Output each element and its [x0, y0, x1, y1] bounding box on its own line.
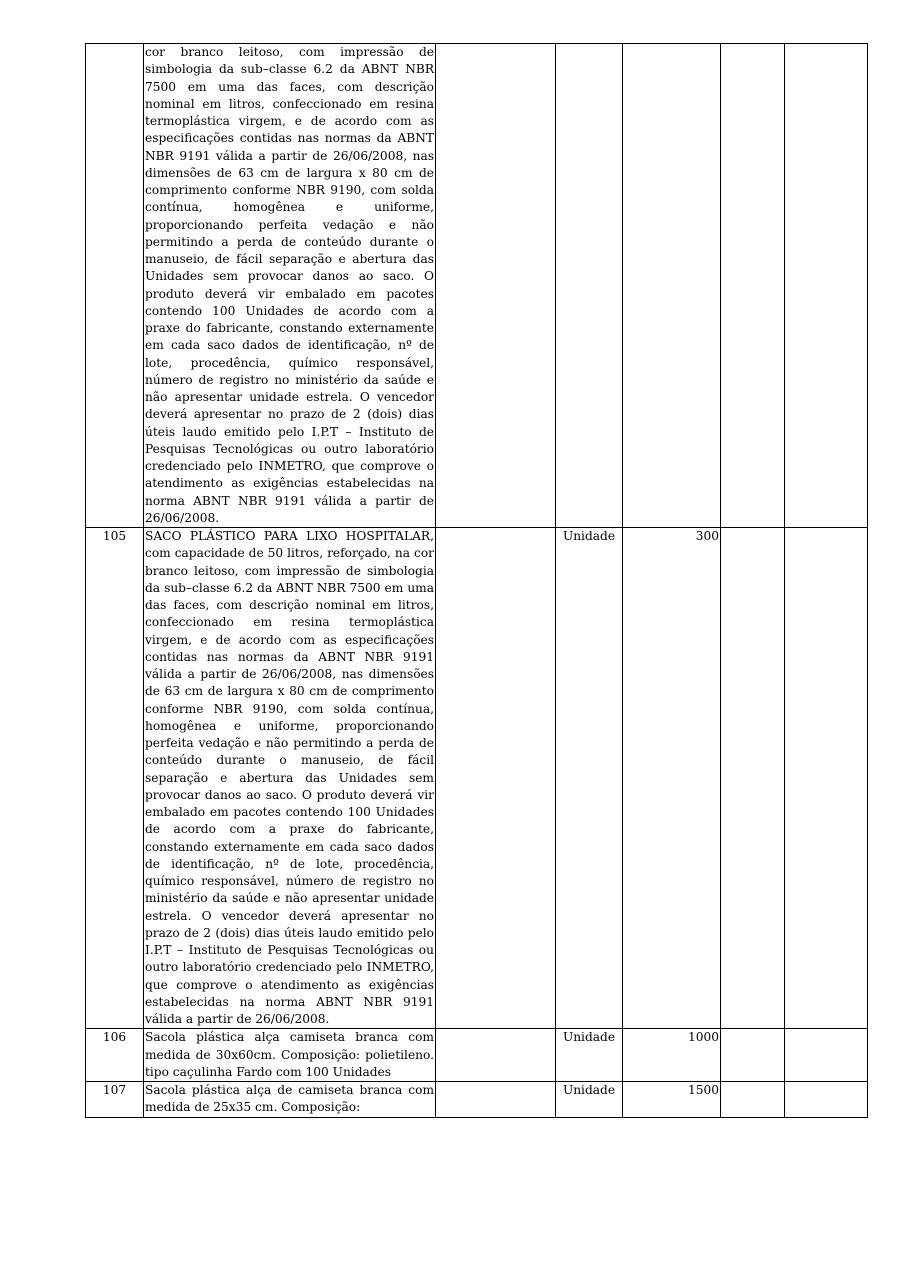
item-quantity-cell: 300 [623, 528, 721, 1029]
unit-price-cell [721, 1082, 785, 1118]
unit-price-cell [721, 528, 785, 1029]
item-unit-cell: Unidade [556, 528, 623, 1029]
total-price-cell [785, 1029, 868, 1082]
unit-price-cell [721, 44, 785, 528]
total-price-cell [785, 44, 868, 528]
item-quantity-cell: 1500 [623, 1082, 721, 1118]
item-description-cell [144, 1082, 436, 1118]
item-description: Sacola plástica alça de camiseta branca com medida de 25x35 cm. Composição: [145, 1083, 434, 1115]
item-unit-cell: Unidade [556, 1082, 623, 1118]
total-price-cell [785, 1082, 868, 1118]
item-description: Sacola plástica alça camiseta branca com medida de 30x60cm. Composição: polietileno. tipo caçulinha Fardo com 100 Unidades [145, 1030, 434, 1079]
item-number-cell [86, 44, 144, 528]
total-price-cell [785, 528, 868, 1029]
item-quantity-cell [623, 44, 721, 528]
blank-cell [436, 1082, 556, 1118]
item-description: SACO PLÁSTICO PARA LIXO HOSPITALAR, com capacidade de 50 litros, reforçado, na cor branco leitoso, com impressão de simbologia da sub–classe 6.2 da ABNT NBR 7500 em uma das faces, com descrição nominal em litros, confeccionado em resina termoplástica virgem, e de acordo com as especificações contidas nas normas da ABNT NBR 9191 válida a partir de 26/06/2008, nas dimensões de 63 cm de largura x 80 cm de comprimento conforme NBR 9190, com solda contínua, homogênea e uniforme, proporcionando perfeita vedação e não permitindo a perda de conteúdo durante o manuseio, de fácil separação e abertura das Unidades sem provocar danos ao saco. O produto deverá vir embalado em pacotes contendo 100 Unidades de acordo com a praxe do fabricante, constando externamente em cada saco dados de identificação, nº de lote, procedência, químico responsável, número de registro no ministério da saúde e não apresentar unidade estrela. O vencedor deverá apresentar no prazo de 2 (dois) dias úteis laudo emitido pelo I.P.T – Instituto de Pesquisas Tecnológicas ou outro laboratório credenciado pelo INMETRO, que comprove o atendimento as exigências estabelecidas na norma ABNT NBR 9191 válida a partir de 26/06/2008. [145, 529, 434, 1026]
item-number-cell: 107 [86, 1082, 144, 1118]
item-description-cell [144, 44, 436, 528]
blank-cell [436, 44, 556, 528]
items-table [85, 43, 868, 1118]
blank-cell [436, 1029, 556, 1082]
item-unit-cell [556, 44, 623, 528]
blank-cell [436, 528, 556, 1029]
item-description-cell [144, 528, 436, 1029]
table-row [86, 44, 868, 528]
table-row [86, 1082, 868, 1118]
item-number-cell: 105 [86, 528, 144, 1029]
item-unit-cell: Unidade [556, 1029, 623, 1082]
table-row [86, 528, 868, 1029]
table-row [86, 1029, 868, 1082]
item-quantity-cell: 1000 [623, 1029, 721, 1082]
unit-price-cell [721, 1029, 785, 1082]
item-number-cell: 106 [86, 1029, 144, 1082]
item-description-cell [144, 1029, 436, 1082]
item-description: cor branco leitoso, com impressão de simbologia da sub–classe 6.2 da ABNT NBR 7500 em uma das faces, com descrição nominal em litros, confeccionado em resina termoplástica virgem, e de acordo com as especificações contidas nas normas da ABNT NBR 9191 válida a partir de 26/06/2008, nas dimensões de 63 cm de largura x 80 cm de comprimento conforme NBR 9190, com solda contínua, homogênea e uniforme, proporcionando perfeita vedação e não permitindo a perda de conteúdo durante o manuseio, de fácil separação e abertura das Unidades sem provocar danos ao saco. O produto deverá vir embalado em pacotes contendo 100 Unidades de acordo com a praxe do fabricante, constando externamente em cada saco dados de identificação, nº de lote, procedência, químico responsável, número de registro no ministério da saúde e não apresentar unidade estrela. O vencedor deverá apresentar no prazo de 2 (dois) dias úteis laudo emitido pelo I.P.T – Instituto de Pesquisas Tecnológicas ou outro laboratório credenciado pelo INMETRO, que comprove o atendimento as exigências estabelecidas na norma ABNT NBR 9191 válida a partir de 26/06/2008. [145, 45, 434, 525]
